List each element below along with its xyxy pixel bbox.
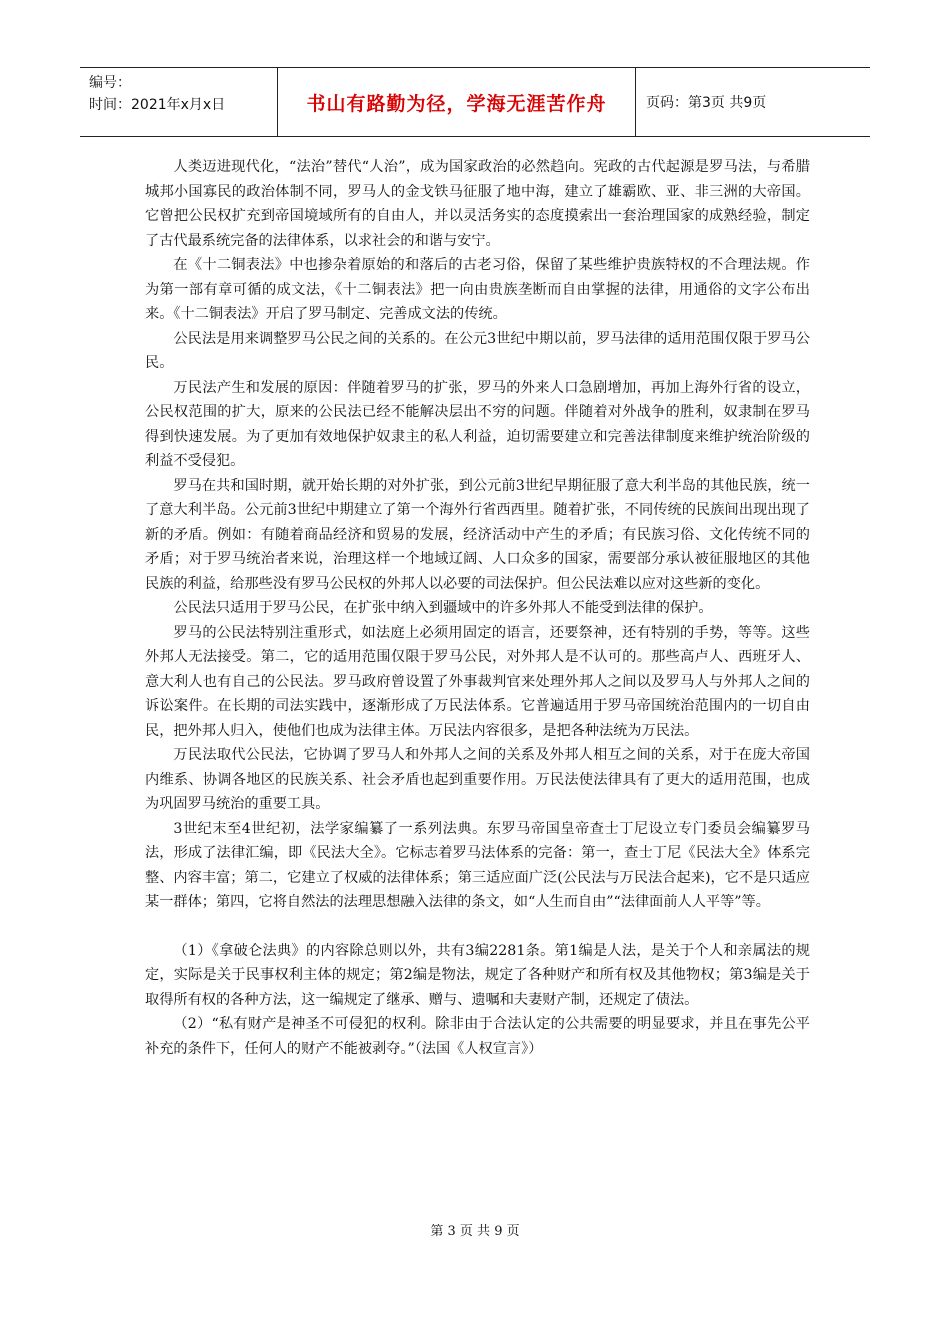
time-label: 时间：2021年x月x日 [89, 97, 226, 113]
numbered-item: （1）《拿破仑法典》的内容除总则以外，共有3编2281条。第1编是人法，是关于个人和亲属法的规定，实际是关于民事权利主体的规定；第2编是物法，规定了各种财产和所有权及其他物权；第3编是关于取得所有权的各种方法，这一编规定了继承、赠与、遗嘱和夫妻财产制，还规定了债法。 [145, 942, 810, 1008]
paragraph: 万民法取代公民法，它协调了罗马人和外邦人之间的关系及外邦人相互之间的关系，对于在庞大帝国内维系、协调各地区的民族关系、社会矛盾也起到重要作用。万民法使法律具有了更大的适用范围，也成为巩固罗马统治的重要工具。 [145, 747, 810, 812]
paragraph: 3世纪末至4世纪初，法学家编纂了一系列法典。东罗马帝国皇帝查士丁尼设立专门委员会编纂罗马法，形成了法律汇编，即《民法大全》。它标志着罗马法体系的完备：第一，查士丁尼《民法大全》体系完整、内容丰富；第二，它建立了权威的法律体系；第三适应面广泛(公民法与万民法合起来)，它不是只适应某一群体；第四，它将自然法的法理思想融入法律的条文，如“人生而自由”“法律面前人人平等”等。 [145, 820, 810, 910]
paragraph: 罗马的公民法特别注重形式，如法庭上必须用固定的语言，还要祭神，还有特别的手势，等等。这些外邦人无法接受。第二，它的适用范围仅限于罗马公民，对外邦人是不认可的。那些高卢人、西班牙人、意大利人也有自己的公民法。罗马政府曾设置了外事裁判官来处理外邦人之间以及罗马人与外邦人之间的诉讼案件。在长期的司法实践中，逐渐形成了万民法体系。它普遍适用于罗马帝国统治范围内的一切自由民，把外邦人归入，使他们也成为法律主体。万民法内容很多，是把各种法统为万民法。 [145, 624, 810, 739]
paragraph: 公民法只适用于罗马公民，在扩张中纳入到疆域中的许多外邦人不能受到法律的保护。 [173, 600, 713, 616]
document-body [145, 155, 810, 1061]
number-label: 编号： [89, 75, 131, 91]
paragraph: 人类迈进现代化，“法治”替代“人治”，成为国家政治的必然趋向。宪政的古代起源是罗马法，与希腊城邦小国寡民的政治体制不同，罗马人的金戈铁马征服了地中海，建立了雄霸欧、亚、非三洲的大帝国。它曾把公民权扩充到帝国境域所有的自由人，并以灵活务实的态度摸索出一套治理国家的成熟经验，制定了古代最系统完备的法律体系，以求社会的和谐与安宁。 [145, 159, 810, 249]
paragraph: 万民法产生和发展的原因：伴随着罗马的扩张，罗马的外来人口急剧增加，再加上海外行省的设立，公民权范围的扩大，原来的公民法已经不能解决层出不穷的问题。伴随着对外战争的胜利，奴隶制在罗马得到快速发展。为了更加有效地保护奴隶主的私人利益，迫切需要建立和完善法律制度来维护统治阶级的利益不受侵犯。 [145, 379, 810, 469]
header-motto: 书山有路勤为径，学海无涯苦作舟 [277, 68, 636, 136]
paragraph: 在《十二铜表法》中也掺杂着原始的和落后的古老习俗，保留了某些维护贵族特权的不合理法规。作为第一部有章可循的成文法，《十二铜表法》把一向由贵族垄断而自由掌握的法律，用通俗的文字公布出来。《十二铜表法》开启了罗马制定、完善成文法的传统。 [145, 257, 810, 322]
page-footer: 第 3 页 共 9 页 [430, 1224, 520, 1239]
paragraph: 公民法是用来调整罗马公民之间的关系的。在公元3世纪中期以前，罗马法律的适用范围仅限于罗马公民。 [145, 330, 810, 371]
numbered-item: （2）“私有财产是神圣不可侵犯的权利。除非由于合法认定的公共需要的明显要求，并且在事先公平补充的条件下，任何人的财产不能被剥夺。”（法国《人权宣言》） [145, 1016, 810, 1057]
header-page-info: 页码：第3页 共9页 [646, 95, 767, 111]
header-meta [80, 68, 277, 136]
paragraph: 罗马在共和国时期，就开始长期的对外扩张，到公元前3世纪早期征服了意大利半岛的其他民族，统一了意大利半岛。公元前3世纪中期建立了第一个海外行省西西里。随着扩张，不同传统的民族间出现出现了新的矛盾。例如：有随着商品经济和贸易的发展，经济活动中产生的矛盾；有民族习俗、文化传统不同的矛盾；对于罗马统治者来说，治理这样一个地域辽阔、人口众多的国家，需要部分承认被征服地区的其他民族的利益，给那些没有罗马公民权的外邦人以必要的司法保护。但公民法难以应对这些新的变化。 [145, 477, 810, 592]
blank-line [145, 915, 810, 939]
page-header [80, 67, 870, 137]
